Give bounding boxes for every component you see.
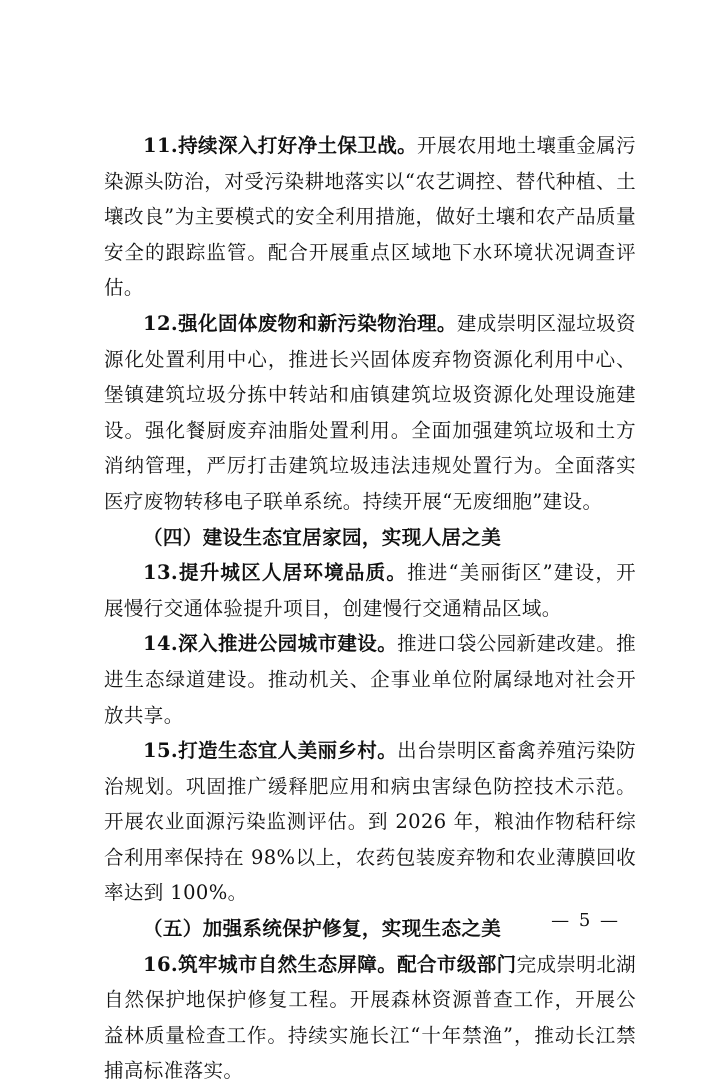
paragraph-body: 出台崇明区畜禽养殖污染防治规划。巩固推广缓释肥应用和病虫害绿色防控技术示范。开展农业面源污染监测评估。到 2026 年，粮油作物秸秆综合利用率保持在 98%以上，农药包装废弃物和农业薄膜回收率达到 100%。 xyxy=(104,739,636,905)
paragraph-lead: 12.强化固体废物和新污染物治理。 xyxy=(143,311,457,335)
paragraph-body: 推进“美丽街区”建设，开展慢行交通体验提升项目，创建慢行交通精品区域。 xyxy=(104,561,636,620)
paragraph-14 xyxy=(104,626,636,733)
paragraph-body: 开展农用地土壤重金属污染源头防治，对受污染耕地落实以“农艺调控、替代种植、土壤改良”为主要模式的安全利用措施，做好土壤和农产品质量安全的跟踪监管。配合开展重点区域地下水环境状况调查评估。 xyxy=(104,134,636,300)
page-number: — 5 — xyxy=(551,910,620,931)
paragraph-13 xyxy=(104,555,636,626)
paragraph-body: 推进口袋公园新建改建。推进生态绿道建设。推动机关、企事业单位附属绿地对社会开放共享。 xyxy=(104,632,636,727)
paragraph-body: 完成崇明北湖自然保护地保护修复工程。开展森林资源普查工作，开展公益林质量检查工作。持续实施长江“十年禁渔”，推动长江禁捕高标准落实。 xyxy=(104,952,636,1083)
paragraph-12 xyxy=(104,306,636,520)
paragraph-body: 建成崇明区湿垃圾资源化处置利用中心，推进长兴固体废弃物资源化利用中心、堡镇建筑垃圾分拣中转站和庙镇建筑垃圾资源化处理设施建设。强化餐厨废弃油脂处置利用。全面加强建筑垃圾和土方消纳管理，严厉打击建筑垃圾违法违规处置行为。全面落实医疗废物转移电子联单系统。持续开展“无废细胞”建设。 xyxy=(104,311,636,513)
paragraph-11 xyxy=(104,128,636,306)
section-heading-5: （五）加强系统保护修复，实现生态之美 xyxy=(143,917,502,941)
document-page xyxy=(104,128,636,1089)
paragraph-lead: 11.持续深入打好净土保卫战。 xyxy=(143,134,418,157)
paragraph-lead: 15.打造生态宜人美丽乡村。 xyxy=(143,739,398,763)
paragraph-lead: 14.深入推进公园城市建设。 xyxy=(143,632,398,656)
paragraph-16 xyxy=(104,947,636,1089)
paragraph-lead: 13.提升城区人居环境品质。 xyxy=(143,561,408,585)
paragraph-15 xyxy=(104,733,636,911)
section-heading-4: （四）建设生态宜居家园，实现人居之美 xyxy=(143,525,502,549)
paragraph-lead: 16.筑牢城市自然生态屏障。配合市级部门 xyxy=(143,952,517,976)
